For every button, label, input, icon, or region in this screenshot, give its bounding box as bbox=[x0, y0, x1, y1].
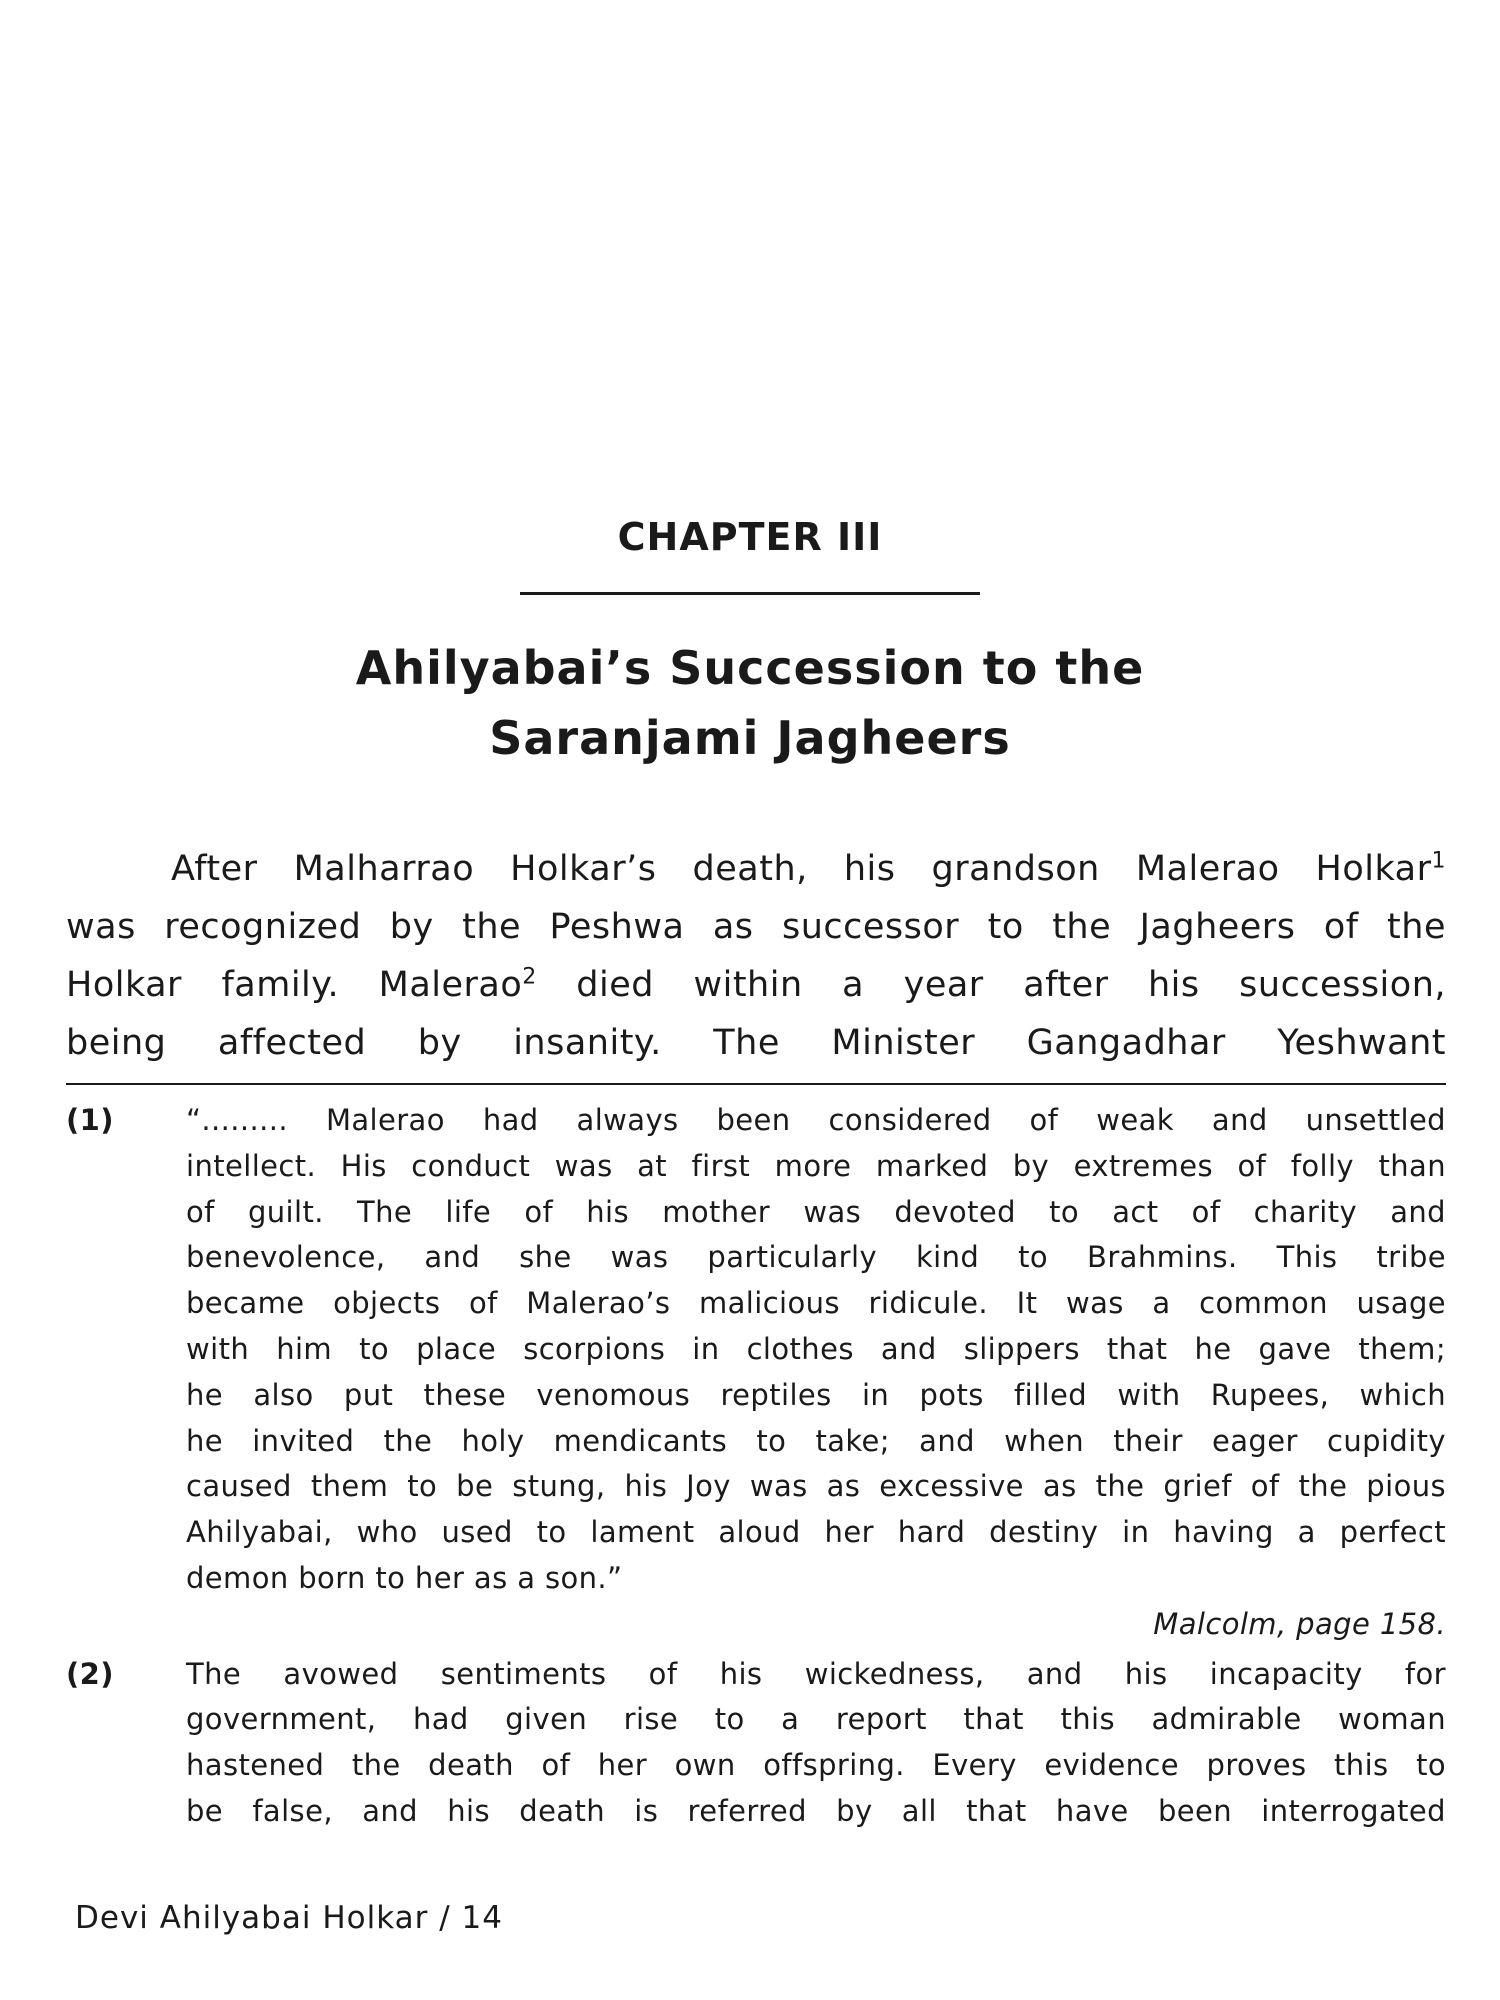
footnote-number: (1) bbox=[66, 1103, 114, 1137]
body-line: was recognized by the Peshwa as successor to the Jagheers of the bbox=[66, 907, 1446, 947]
footnote-line: intellect. His conduct was at first more marked by extremes of folly than bbox=[186, 1148, 1446, 1183]
footnote-line: government, had given rise to a report that this admirable woman bbox=[186, 1702, 1446, 1737]
footnote-line: caused them to be stung, his Joy was as excessive as the grief of the pious bbox=[186, 1469, 1446, 1504]
footnote-divider bbox=[66, 1083, 1446, 1085]
footnote-line: benevolence, and she was particularly kind to Brahmins. This tribe bbox=[186, 1240, 1446, 1275]
chapter-title bbox=[0, 633, 1500, 773]
footnote-1 bbox=[66, 1098, 1446, 1648]
chapter-heading: CHAPTER III bbox=[617, 515, 883, 559]
footnote-ref-2: 2 bbox=[522, 964, 537, 990]
footnote-line: with him to place scorpions in clothes and slippers that he gave them; bbox=[186, 1331, 1446, 1366]
footnote-line: he also put these venomous reptiles in pots filled with Rupees, which bbox=[186, 1377, 1446, 1412]
footnote-line: demon born to her as a son.” bbox=[186, 1560, 623, 1595]
body-text: After Malharrao Holkar’s death, his grandson Malerao Holkar bbox=[171, 849, 1432, 889]
footnote-line: hastened the death of her own offspring. Every evidence proves this to bbox=[186, 1748, 1446, 1783]
footnote-source: Malcolm, page 158. bbox=[1153, 1606, 1446, 1641]
body-line: being affected by insanity. The Minister Gangadhar Yeshwant bbox=[66, 1023, 1446, 1063]
footnotes bbox=[66, 1098, 1446, 1835]
footnote-line: of guilt. The life of his mother was devoted to act of charity and bbox=[186, 1194, 1446, 1229]
footnote-2 bbox=[66, 1652, 1446, 1835]
body-line bbox=[66, 840, 1446, 898]
body-text: Holkar family. Malerao bbox=[66, 965, 523, 1005]
page-footer: Devi Ahilyabai Holkar / 14 bbox=[75, 1900, 503, 1936]
footnote-line: be false, and his death is referred by all that have been interrogated bbox=[186, 1793, 1446, 1828]
chapter-title-line-1: Ahilyabai’s Succession to the bbox=[355, 641, 1145, 695]
body-paragraph bbox=[66, 840, 1446, 1072]
footnote-line: “......... Malerao had always been considered of weak and unsettled bbox=[186, 1103, 1446, 1137]
body-text: died within a year after his succession, bbox=[536, 965, 1446, 1005]
footnote-line: became objects of Malerao’s malicious ridicule. It was a common usage bbox=[186, 1286, 1446, 1321]
footnote-ref-1: 1 bbox=[1431, 848, 1446, 874]
chapter-divider bbox=[520, 592, 980, 595]
footnote-number: (2) bbox=[66, 1656, 114, 1691]
chapter-title-line-2: Saranjami Jagheers bbox=[489, 711, 1011, 765]
footnote-line: he invited the holy mendicants to take; and when their eager cupidity bbox=[186, 1423, 1446, 1458]
body-line bbox=[66, 956, 1446, 1014]
footnote-line: Ahilyabai, who used to lament aloud her hard destiny in having a perfect bbox=[186, 1515, 1446, 1550]
footnote-line: The avowed sentiments of his wickedness, and his incapacity for bbox=[186, 1656, 1446, 1691]
